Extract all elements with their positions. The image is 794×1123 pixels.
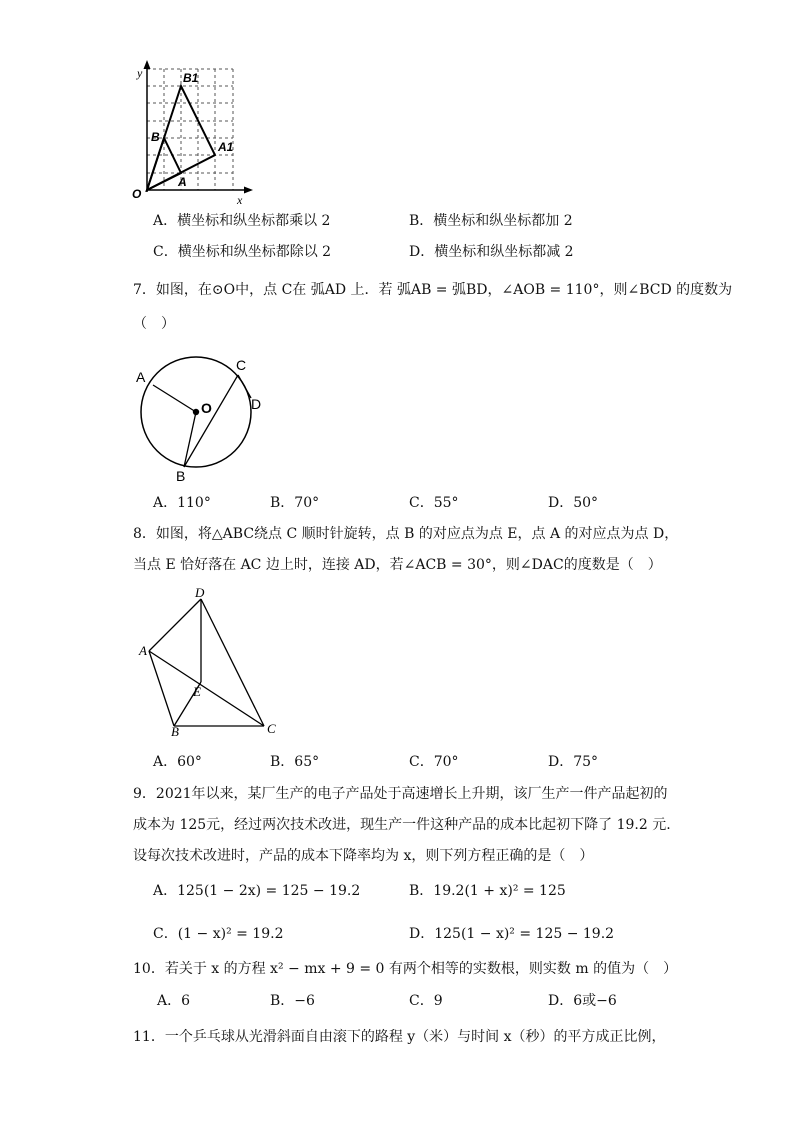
q7-stem-line1: 7．如图，在⊙O中，点 C在 弧AD 上．若 弧AB = 弧BD，∠AOB = 110°，则∠BCD 的度数为 xyxy=(133,282,733,298)
q8-option-b: B．65° xyxy=(270,754,320,770)
label-d: D xyxy=(195,585,205,600)
q8-stem-line1: 8．如图，将△ABC绕点 C 顺时针旋转，点 B 的对应点为点 E，点 A 的对应点为点 D， xyxy=(133,526,679,542)
q9-option-c: C．(1 − x)² = 19.2 xyxy=(153,926,284,942)
q9-option-a: A．125(1 − 2x) = 125 − 19.2 xyxy=(153,883,361,899)
q10-option-c: C．9 xyxy=(409,993,443,1009)
q6-option-c: C．横坐标和纵坐标都除以 2 xyxy=(153,244,332,260)
segment-dc xyxy=(201,599,264,726)
q9-option-d: D．125(1 − x)² = 125 − 19.2 xyxy=(409,926,615,942)
q6-option-a: A．横坐标和纵坐标都乘以 2 xyxy=(153,213,331,229)
q9-stem-line1: 9．2021年以来，某厂生产的电子产品处于高速增长上升期，该厂生产一件产品起初的 xyxy=(133,786,668,802)
q8-option-a: A．60° xyxy=(153,754,202,770)
q7-stem-line2: （ ） xyxy=(133,316,175,332)
q9-stem-line3: 设每次技术改进时，产品的成本下降率均为 x，则下列方程正确的是（ ） xyxy=(133,848,594,864)
q8-stem-line2: 当点 E 恰好落在 AC 边上时，连接 AD，若∠ACB = 30°，则∠DAC的度数是（ ） xyxy=(133,557,662,573)
q10-option-a: A．6 xyxy=(157,993,191,1009)
label-a1: A1 xyxy=(218,140,234,154)
q7-option-d: D．50° xyxy=(548,495,599,511)
q7-option-a: A．110° xyxy=(153,495,211,511)
q9-stem-line2: 成本为 125元，经过两次技术改进，现生产一件这种产品的成本比起初下降了 19.2 元. xyxy=(133,817,671,833)
label-b: B xyxy=(171,724,179,739)
q10-stem: 10．若关于 x 的方程 x² − mx + 9 = 0 有两个相等的实数根，则实数 m 的值为（ ） xyxy=(133,961,678,977)
q10-option-b: B．−6 xyxy=(270,993,315,1009)
q11-stem: 11．一个乒乓球从光滑斜面自由滚下的路程 y（米）与时间 x（秒）的平方成正比例， xyxy=(133,1029,666,1045)
label-y: y xyxy=(137,66,143,80)
q6-option-d: D．横坐标和纵坐标都减 2 xyxy=(409,244,574,260)
label-c: C xyxy=(236,357,247,373)
q9-option-b: B．19.2(1 + x)² = 125 xyxy=(409,883,566,899)
q8-option-d: D．75° xyxy=(548,754,599,770)
q7-option-c: C．55° xyxy=(409,495,459,511)
q8-option-c: C．70° xyxy=(409,754,459,770)
label-o: O xyxy=(201,400,212,416)
label-d: D xyxy=(251,396,262,412)
label-x: x xyxy=(237,193,243,207)
label-b: B xyxy=(176,468,186,484)
segment-ab xyxy=(149,651,174,726)
segment-da xyxy=(149,599,201,651)
label-a: A xyxy=(136,369,146,385)
q6-option-b: B．横坐标和纵坐标都加 2 xyxy=(409,213,573,229)
label-a: A xyxy=(178,175,187,189)
label-b: B xyxy=(151,130,160,144)
label-o: O xyxy=(132,187,142,201)
label-c: C xyxy=(267,721,276,736)
q10-option-d: D．6或−6 xyxy=(548,993,617,1009)
segment-ac xyxy=(149,651,264,726)
label-b1: B1 xyxy=(183,71,199,85)
q7-option-b: B．70° xyxy=(270,495,320,511)
label-a: A xyxy=(139,643,147,658)
label-e: E xyxy=(193,684,201,699)
